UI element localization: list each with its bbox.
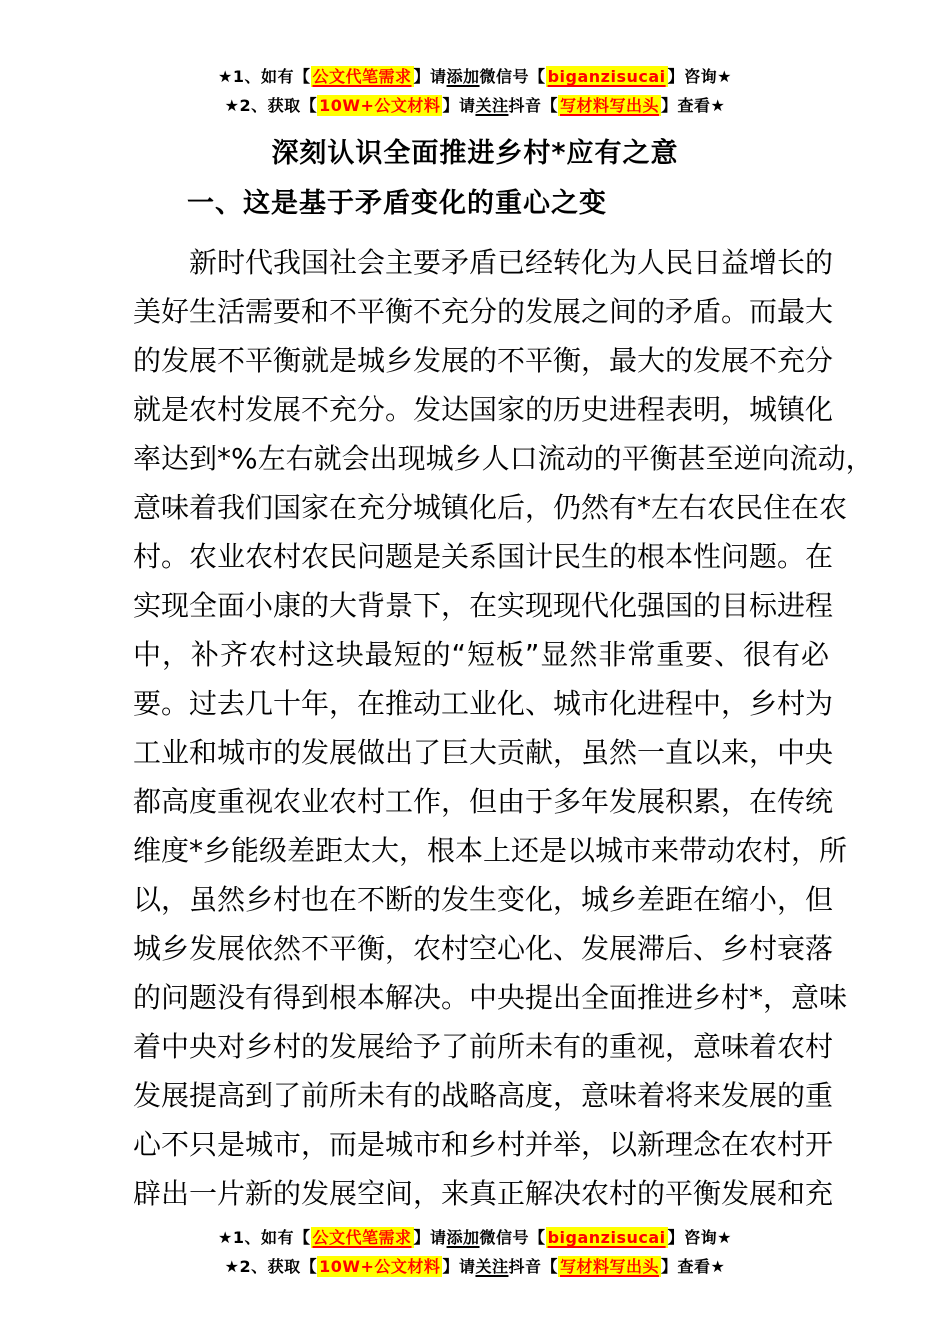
promo-segment: 抖音【 [508, 1257, 558, 1276]
body-paragraph [133, 238, 874, 1218]
body-line: 要。过去几十年，在推动工业化、城市化进程中，乡村为 [133, 687, 834, 720]
body-line: 率达到*%左右就会出现城乡人口流动的平衡甚至逆向流动， [133, 442, 874, 475]
promo-segment: 】咨询★ [667, 67, 732, 86]
promo-segment: 写材料写出头 [559, 1257, 659, 1276]
promo-segment: 微信号【 [479, 67, 546, 86]
promo-segment: 10W+公文材料 [319, 1257, 441, 1276]
promo-segment: ★2、获取【 [224, 96, 318, 115]
promo-segment: 微信号【 [479, 1228, 546, 1247]
promo-segment: biganzisucai [547, 67, 666, 86]
promo-segment: ★1、如有【 [218, 1228, 311, 1247]
promo-segment: biganzisucai [547, 1228, 666, 1247]
promo-segment: 】请 [413, 1228, 447, 1247]
promo-footer-line2 [0, 1252, 950, 1281]
promo-segment: 】查看★ [661, 1257, 726, 1276]
promo-segment: 10W+公文材料 [319, 96, 441, 115]
promo-segment: ★2、获取【 [224, 1257, 318, 1276]
promo-segment: 添加 [446, 1228, 480, 1247]
promo-segment: 写材料写出头 [559, 96, 659, 115]
promo-footer-line1 [0, 1223, 950, 1252]
promo-segment: 】请 [442, 96, 476, 115]
body-line: 维度*乡能级差距太大，根本上还是以城市来带动农村，所 [133, 834, 848, 867]
body-line: 中，补齐农村这块最短的“短板”显然非常重要、很有必 [133, 638, 829, 671]
promo-segment: 】咨询★ [667, 1228, 732, 1247]
section-heading: 一、这是基于矛盾变化的重心之变 [187, 188, 607, 219]
promo-segment: 】请 [413, 67, 447, 86]
promo-segment: 】请 [442, 1257, 476, 1276]
body-line: 以，虽然乡村也在不断的发生变化，城乡差距在缩小，但 [133, 883, 834, 916]
body-line: 的问题没有得到根本解决。中央提出全面推进乡村*，意味 [133, 981, 848, 1014]
document-title: 深刻认识全面推进乡村*应有之意 [271, 138, 679, 169]
promo-segment: 】查看★ [661, 96, 726, 115]
promo-segment: 公文代笔需求 [312, 67, 412, 86]
promo-segment: ★1、如有【 [218, 67, 311, 86]
body-line: 着中央对乡村的发展给予了前所未有的重视，意味着农村 [133, 1030, 834, 1063]
body-line: 就是农村发展不充分。发达国家的历史进程表明，城镇化 [133, 393, 834, 426]
promo-segment: 添加 [446, 67, 480, 86]
body-line: 实现全面小康的大背景下，在实现现代化强国的目标进程 [133, 589, 834, 622]
promo-segment: 关注 [475, 1257, 509, 1276]
promo-segment: 关注 [475, 96, 509, 115]
promo-segment: 公文代笔需求 [312, 1228, 412, 1247]
body-line: 城乡发展依然不平衡，农村空心化、发展滞后、乡村衰落 [133, 932, 834, 965]
body-line: 工业和城市的发展做出了巨大贡献，虽然一直以来，中央 [133, 736, 834, 769]
promo-header [0, 62, 950, 120]
body-line: 意味着我们国家在充分城镇化后，仍然有*左右农民住在农 [133, 491, 848, 524]
body-line: 村。农业农村农民问题是关系国计民生的根本性问题。在 [133, 540, 834, 573]
body-line: 新时代我国社会主要矛盾已经转化为人民日益增长的 [189, 246, 834, 279]
promo-footer [0, 1223, 950, 1281]
body-line: 发展提高到了前所未有的战略高度，意味着将来发展的重 [133, 1079, 834, 1112]
body-line: 都高度重视农业农村工作，但由于多年发展积累，在传统 [133, 785, 834, 818]
body-line: 辟出一片新的发展空间，来真正解决农村的平衡发展和充 [133, 1177, 834, 1210]
promo-header-line1 [0, 62, 950, 91]
promo-segment: 抖音【 [508, 96, 558, 115]
body-line: 心不只是城市，而是城市和乡村并举，以新理念在农村开 [133, 1128, 834, 1161]
body-line: 的发展不平衡就是城乡发展的不平衡，最大的发展不充分 [133, 344, 834, 377]
promo-header-line2 [0, 91, 950, 120]
body-line: 美好生活需要和不平衡不充分的发展之间的矛盾。而最大 [133, 295, 834, 328]
